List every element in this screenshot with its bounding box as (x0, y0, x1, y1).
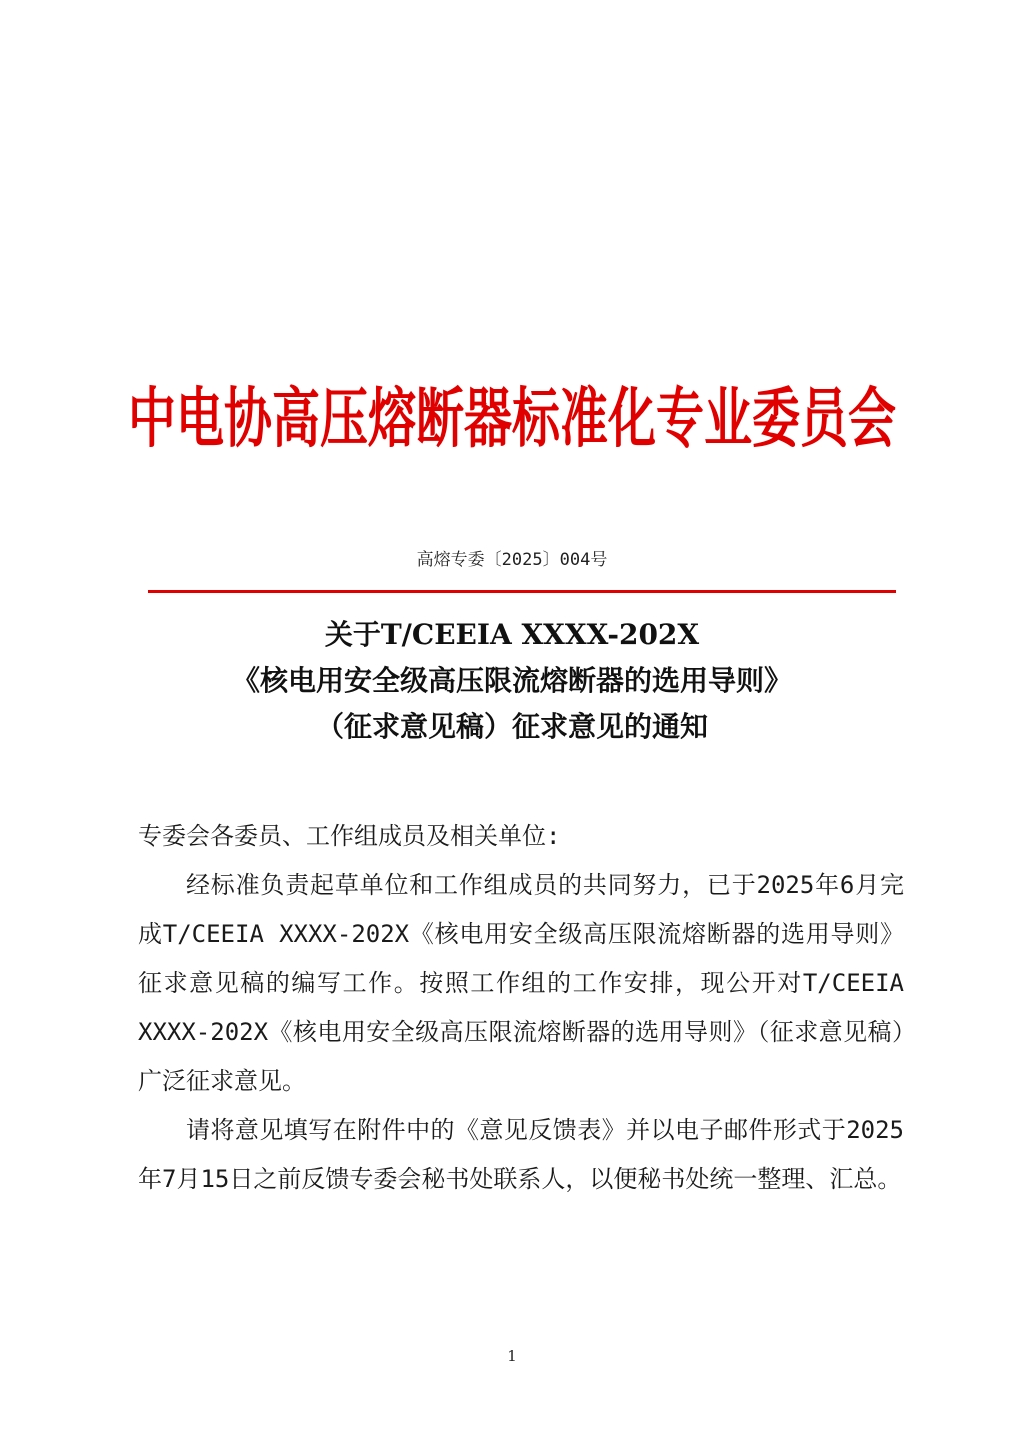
notice-body (138, 812, 904, 1204)
notice-title-line: 关于T/CEEIA XXXX-202X (324, 618, 700, 651)
page-number: 1 (507, 1347, 517, 1365)
salutation: 专委会各委员、工作组成员及相关单位: (138, 822, 561, 850)
document-number: 高熔专委〔2025〕004号 (416, 550, 608, 570)
body-paragraph: 请将意见填写在附件中的《意见反馈表》并以电子邮件形式于2025年7月15日之前反馈专委会秘书处联系人，以便秘书处统一整理、汇总。 (138, 1116, 904, 1193)
notice-title (0, 612, 1024, 750)
body-paragraph: 经标准负责起草单位和工作组成员的共同努力，已于2025年6月完成T/CEEIA XXXX-202X《核电用安全级高压限流熔断器的选用导则》征求意见稿的编写工作。按照工作组的工作安排，现公开对T/CEEIA XXXX-202X《核电用安全级高压限流熔断器的选用导则》（征求意见稿）广泛征求意见。 (138, 871, 904, 1095)
red-divider-line (148, 590, 896, 593)
organization-title: 中电协高压熔断器标准化专业委员会 (127, 381, 896, 457)
notice-title-line: 《核电用安全级高压限流熔断器的选用导则》 (231, 664, 792, 697)
notice-title-line: （征求意见稿）征求意见的通知 (315, 710, 708, 743)
